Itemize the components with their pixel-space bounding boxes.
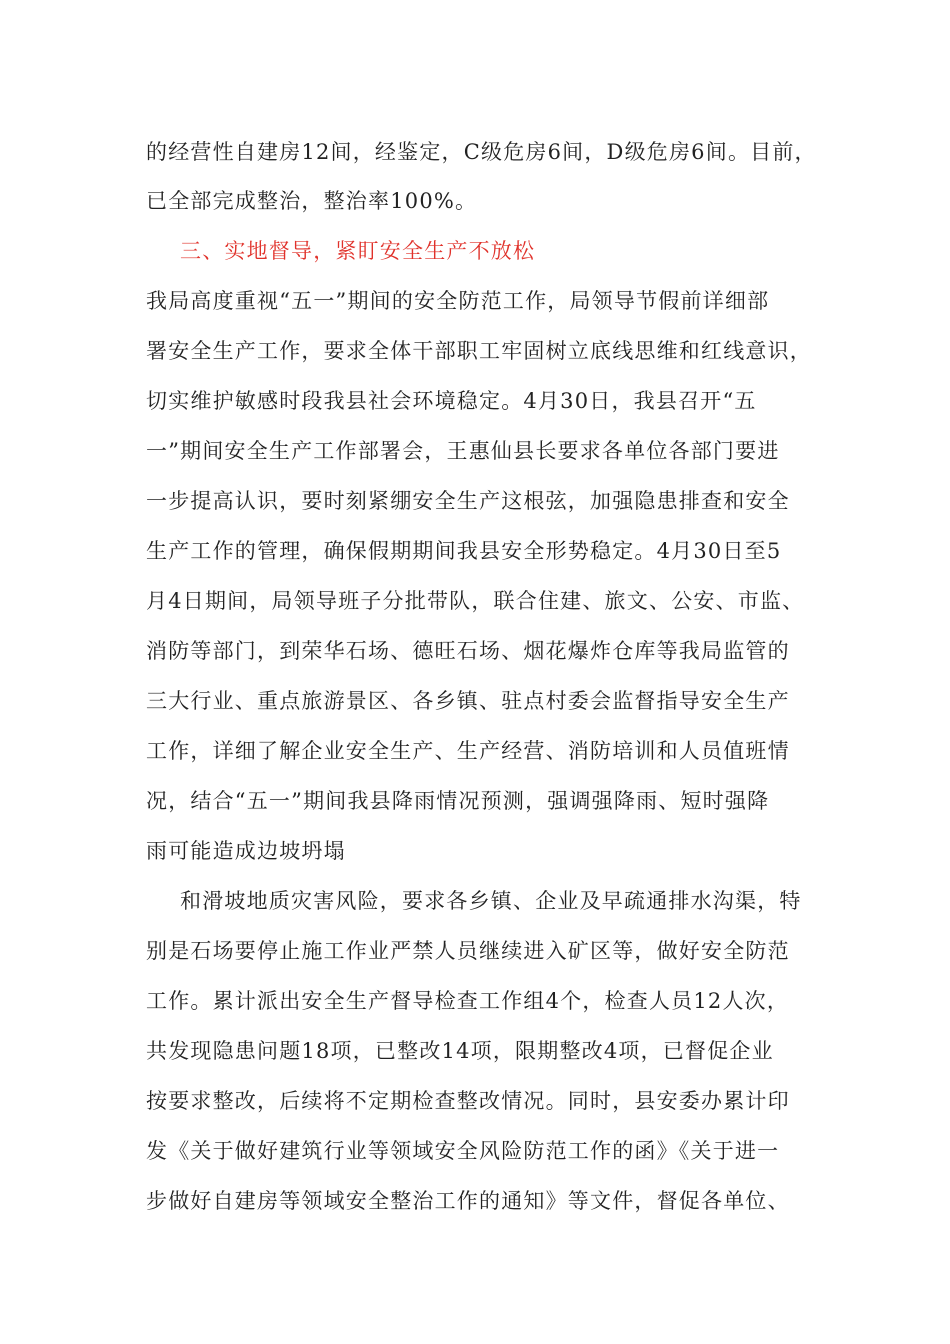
text-line-2: 已全部完成整治，整治率100%。	[146, 189, 478, 213]
text-line-12: 三大行业、重点旅游景区、各乡镇、驻点村委会监督指导安全生产	[146, 689, 790, 713]
text-line-16: 和滑坡地质灾害风险，要求各乡镇、企业及早疏通排水沟渠，特	[180, 889, 802, 913]
text-line-7: 一”期间安全生产工作部署会，王惠仙县长要求各单位各部门要进	[146, 439, 780, 463]
text-line-6: 切实维护敏感时段我县社会环境稳定。4月30日，我县召开“五	[146, 389, 757, 413]
section-heading: 三、实地督导，紧盯安全生产不放松	[180, 239, 536, 263]
text-line-20: 按要求整改，后续将不定期检查整改情况。同时，县安委办累计印	[146, 1089, 790, 1113]
text-line-14: 况，结合“五一”期间我县降雨情况预测，强调强降雨、短时强降	[146, 789, 770, 813]
text-line-4: 我局高度重视“五一”期间的安全防范工作，局领导节假前详细部	[146, 289, 770, 313]
text-line-10: 月4日期间，局领导班子分批带队，联合住建、旅文、公安、市监、	[146, 589, 805, 613]
text-line-21: 发《关于做好建筑行业等领域安全风险防范工作的函》《关于进一	[146, 1139, 780, 1163]
text-line-17: 别是石场要停止施工作业严禁人员继续进入矿区等，做好安全防范	[146, 939, 790, 963]
text-line-9: 生产工作的管理，确保假期期间我县安全形势稳定。4月30日至5	[146, 539, 782, 563]
text-line-11: 消防等部门，到荣华石场、德旺石场、烟花爆炸仓库等我局监管的	[146, 639, 790, 663]
text-line-18: 工作。累计派出安全生产督导检查工作组4个，检查人员12人次，	[146, 989, 790, 1013]
text-line-19: 共发现隐患问题18项，已整改14项，限期整改4项，已督促企业	[146, 1039, 774, 1063]
text-line-22: 步做好自建房等领域安全整治工作的通知》等文件，督促各单位、	[146, 1189, 790, 1213]
text-line-1: 的经营性自建房12间，经鉴定，C级危房6间，D级危房6间。目前，	[146, 140, 817, 164]
text-line-8: 一步提高认识，要时刻紧绷安全生产这根弦，加强隐患排查和安全	[146, 489, 790, 513]
text-line-13: 工作，详细了解企业安全生产、生产经营、消防培训和人员值班情	[146, 739, 790, 763]
text-line-5: 署安全生产工作，要求全体干部职工牢固树立底线思维和红线意识，	[146, 339, 812, 363]
text-line-15: 雨可能造成边坡坍塌	[146, 839, 346, 863]
